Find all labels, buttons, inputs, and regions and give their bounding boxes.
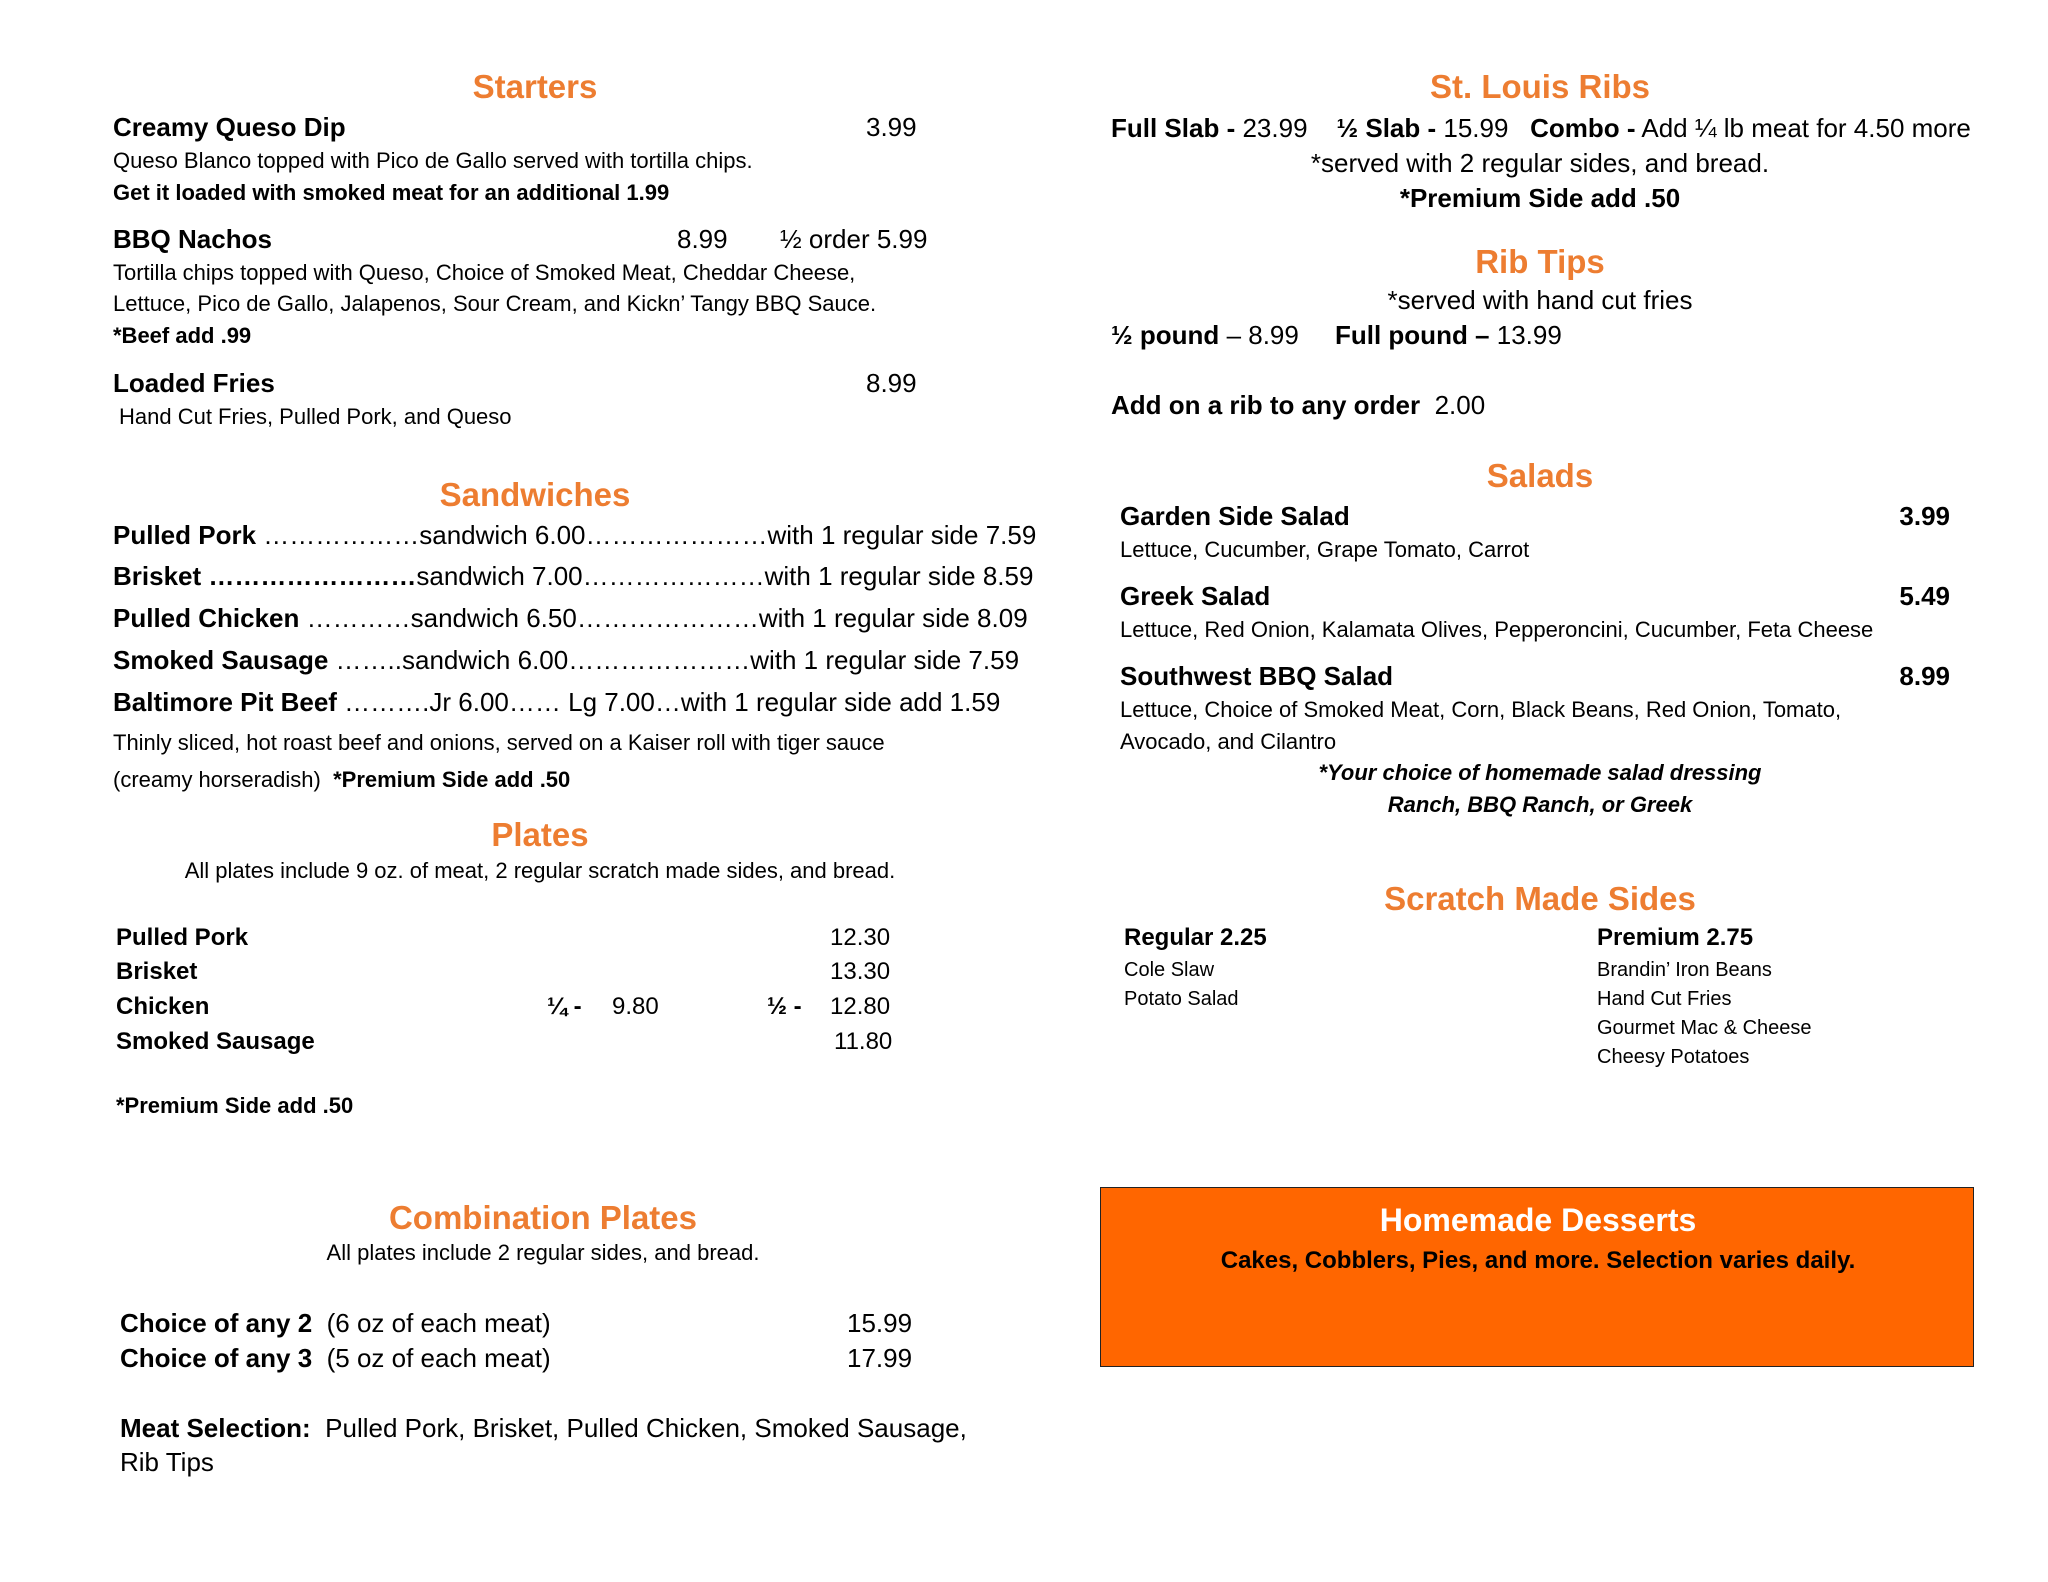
nachos-desc-1: Tortilla chips topped with Queso, Choice of Smoked Meat, Cheddar Cheese, (113, 260, 856, 285)
premium-side-item: Gourmet Mac & Cheese (1597, 1017, 1812, 1039)
meat-selection (120, 1413, 967, 1444)
sandwich-row (113, 520, 1036, 551)
fries-name: Loaded Fries (113, 368, 275, 398)
full-pound-label: Full pound – (1334, 320, 1490, 350)
sandwich-name: Smoked Sausage (113, 645, 336, 675)
combo-price: 17.99 (847, 1343, 913, 1373)
plates-title: Plates (491, 816, 589, 853)
sandwiches-premium-note: *Premium Side add .50 (333, 767, 571, 792)
nachos-half-price: ½ order 5.99 (780, 224, 928, 254)
sides-title: Scratch Made Sides (1384, 880, 1696, 917)
sandwiches-title: Sandwiches (439, 476, 631, 513)
half-slab-label: ½ Slab - (1336, 113, 1437, 143)
meat-selection-list: Pulled Pork, Brisket, Pulled Chicken, Smoked Sausage, (325, 1413, 967, 1443)
starters-title: Starters (472, 68, 598, 105)
combo-price: 15.99 (847, 1308, 913, 1338)
sandwich-prices: ……….Jr 6.00…… Lg 7.00…with 1 regular side add 1.59 (344, 687, 1001, 717)
salad-desc: Lettuce, Red Onion, Kalamata Olives, Pepperoncini, Cucumber, Feta Cheese (1120, 617, 1874, 642)
dressing-note-2: Ranch, BBQ Ranch, or Greek (1387, 792, 1693, 817)
rib-addon-label: Add on a rib to any order (1111, 390, 1421, 420)
salads-title: Salads (1486, 457, 1594, 494)
regular-side-item: Potato Salad (1124, 988, 1239, 1010)
combination-title: Combination Plates (388, 1199, 698, 1236)
salad-price: 3.99 (1899, 501, 1950, 531)
desserts-box (1100, 1187, 1974, 1367)
sandwich-row (113, 561, 1033, 592)
combo-text: Add ¼ lb meat for 4.50 more (1641, 113, 1971, 143)
desserts-title: Homemade Desserts (1379, 1202, 1697, 1238)
salad-desc: Lettuce, Cucumber, Grape Tomato, Carrot (1120, 537, 1530, 562)
sandwich-prices: ……..sandwich 6.00…………………with 1 regular side 7.59 (335, 645, 1020, 675)
plate-price: 12.80 (830, 993, 891, 1020)
pit-beef-desc-2-text: (creamy horseradish) (113, 767, 321, 792)
ribs-title: St. Louis Ribs (1429, 68, 1650, 105)
salad-price: 5.49 (1899, 581, 1950, 611)
combo-detail: (5 oz of each meat) (326, 1343, 551, 1373)
quarter-label: ¼ - (547, 993, 582, 1020)
combination-subtitle: All plates include 2 regular sides, and bread. (326, 1240, 760, 1265)
queso-note: Get it loaded with smoked meat for an additional 1.99 (113, 180, 670, 205)
fries-desc: Hand Cut Fries, Pulled Pork, and Queso (119, 404, 512, 429)
full-slab-price: 23.99 (1242, 113, 1308, 143)
plate-name: Pulled Pork (116, 924, 249, 951)
plates-premium-note: *Premium Side add .50 (116, 1093, 354, 1118)
rib-addon (1111, 390, 1485, 421)
salad-desc: Lettuce, Choice of Smoked Meat, Corn, Black Beans, Red Onion, Tomato, (1120, 697, 1842, 722)
salad-price: 8.99 (1899, 661, 1950, 691)
quarter-price: 9.80 (612, 993, 659, 1020)
meat-selection-list-2: Rib Tips (120, 1447, 214, 1477)
nachos-desc-2: Lettuce, Pico de Gallo, Jalapenos, Sour Cream, and Kickn’ Tangy BBQ Sauce. (113, 291, 877, 316)
sandwich-row (113, 645, 1019, 676)
sandwich-prices: …………sandwich 6.50…………………with 1 regular side 8.09 (306, 603, 1028, 633)
salad-name: Garden Side Salad (1120, 501, 1350, 531)
pit-beef-desc-1: Thinly sliced, hot roast beef and onions, served on a Kaiser roll with tiger sauce (113, 730, 885, 755)
half-slab-price: 15.99 (1443, 113, 1509, 143)
sandwich-name: Baltimore Pit Beef (113, 687, 345, 717)
plates-subtitle: All plates include 9 oz. of meat, 2 regular scratch made sides, and bread. (184, 858, 896, 883)
sandwich-name: Pulled Chicken (113, 603, 307, 633)
combo-detail: (6 oz of each meat) (326, 1308, 551, 1338)
ribs-served: *served with 2 regular sides, and bread. (1310, 148, 1770, 178)
dressing-note-1: *Your choice of homemade salad dressing (1318, 760, 1762, 785)
combo-name: Choice of any 2 (120, 1308, 313, 1338)
plate-price: 11.80 (834, 1028, 893, 1055)
sandwich-name: Brisket …………………… (113, 561, 417, 591)
queso-price: 3.99 (866, 112, 917, 142)
plate-name: Chicken (116, 993, 210, 1020)
desserts-text: Cakes, Cobblers, Pies, and more. Selection varies daily. (1220, 1247, 1856, 1274)
nachos-note: *Beef add .99 (113, 323, 252, 348)
sandwich-prices: ………………sandwich 6.00…………………with 1 regular side 7.59 (263, 520, 1037, 550)
combo-label: Combo - (1530, 113, 1636, 143)
combo-row (120, 1343, 551, 1374)
combo-row (120, 1308, 551, 1339)
sandwich-row (113, 603, 1028, 634)
queso-name: Creamy Queso Dip (113, 112, 346, 142)
half-pound-label: ½ pound (1111, 320, 1220, 350)
half-pound-price: – 8.99 (1226, 320, 1299, 350)
fries-price: 8.99 (866, 368, 917, 398)
sandwich-row (113, 687, 1000, 718)
ribs-prices (1111, 113, 1971, 144)
nachos-price: 8.99 (677, 224, 728, 254)
premium-sides-label: Premium 2.75 (1597, 924, 1754, 951)
premium-side-item: Brandin’ Iron Beans (1597, 959, 1772, 981)
rib-tips-title: Rib Tips (1475, 243, 1605, 280)
salad-desc-2: Avocado, and Cilantro (1120, 729, 1337, 754)
plate-name: Smoked Sausage (116, 1028, 315, 1055)
ribs-premium: *Premium Side add .50 (1399, 183, 1681, 213)
full-slab-label: Full Slab - (1111, 113, 1236, 143)
rib-tips-prices (1111, 320, 1562, 351)
nachos-name: BBQ Nachos (113, 224, 272, 254)
salad-name: Southwest BBQ Salad (1120, 661, 1394, 691)
meat-selection-label: Meat Selection: (120, 1413, 311, 1443)
sandwich-name: Pulled Pork (113, 520, 264, 550)
half-label: ½ - (767, 993, 802, 1020)
rib-addon-price: 2.00 (1434, 390, 1486, 420)
combo-name: Choice of any 3 (120, 1343, 313, 1373)
salad-name: Greek Salad (1120, 581, 1271, 611)
plate-price: 12.30 (830, 924, 891, 951)
sandwich-prices: sandwich 7.00…………………with 1 regular side 8.59 (416, 561, 1034, 591)
regular-side-item: Cole Slaw (1124, 959, 1215, 981)
plate-price: 13.30 (830, 958, 891, 985)
premium-side-item: Cheesy Potatoes (1597, 1046, 1750, 1068)
queso-desc: Queso Blanco topped with Pico de Gallo served with tortilla chips. (113, 148, 753, 173)
full-pound-price: 13.99 (1496, 320, 1562, 350)
rib-tips-served: *served with hand cut fries (1387, 285, 1693, 315)
regular-sides-label: Regular 2.25 (1124, 924, 1267, 951)
pit-beef-desc-2 (113, 767, 570, 793)
plate-name: Brisket (116, 958, 198, 985)
premium-side-item: Hand Cut Fries (1597, 988, 1732, 1010)
